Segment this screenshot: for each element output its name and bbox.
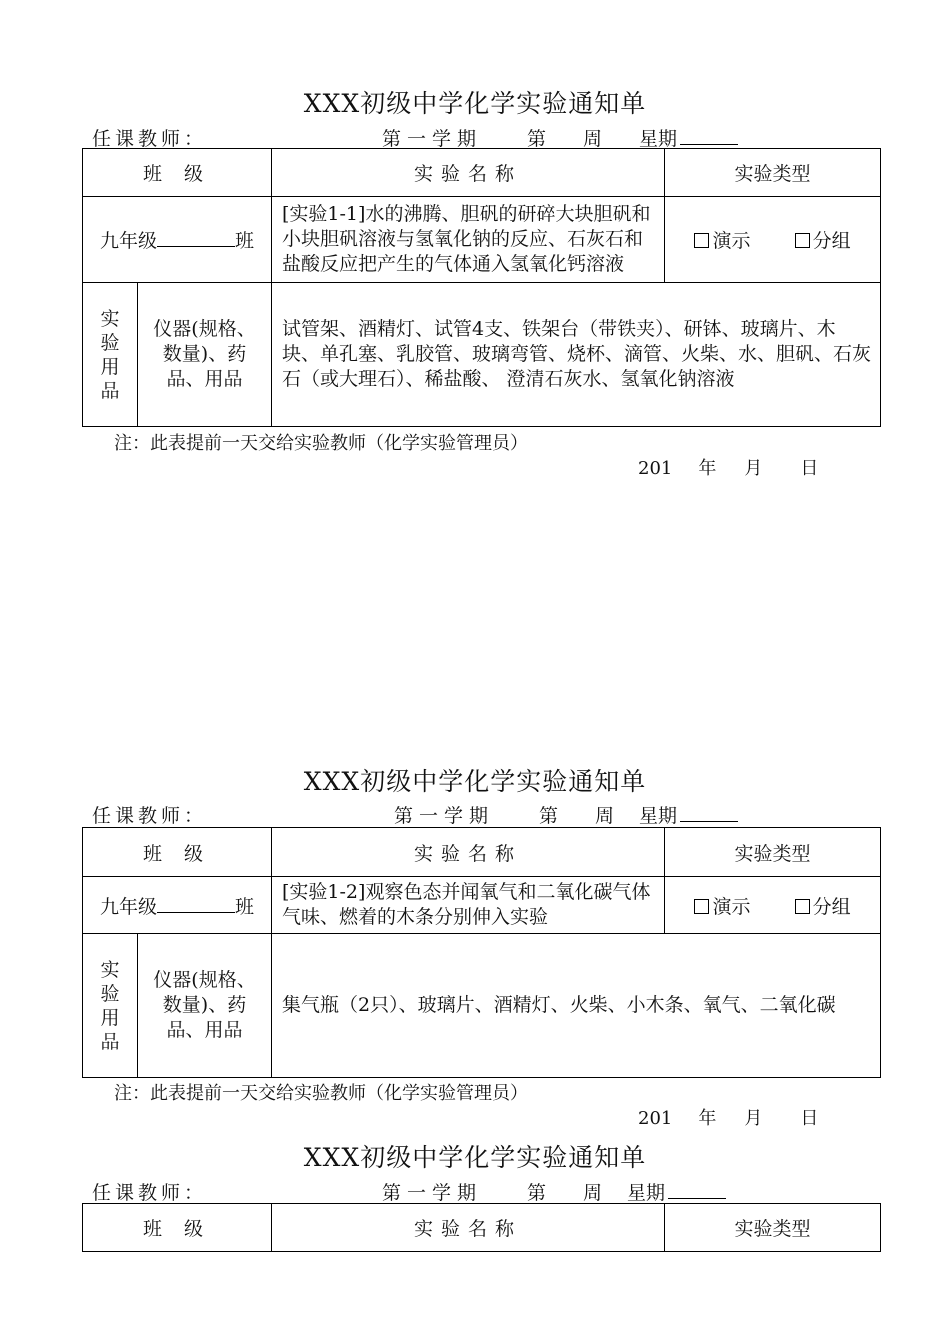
date-year-unit: 年 [698,458,717,479]
header-experiment-type: 实验类型 [665,1204,881,1252]
instruments-label: 仪器(规格、数量)、药品、用品 [153,969,256,1041]
weekday-blank[interactable] [680,144,738,145]
date-day-unit: 日 [800,458,819,479]
materials-list: 试管架、酒精灯、试管4支、铁架台（带铁夹）、研钵、玻璃片、木块、单孔塞、乳胶管、玻璃弯管、烧杯、滴管、火柴、水、胆矾、石灰石（或大理石）、稀盐酸、 澄清石灰水、氢氧化钠溶液 [272,283,881,427]
header-experiment-name: 实验名称 [272,828,665,877]
group-option[interactable] [795,230,851,252]
form-1-note: 注：此表提前一天交给实验教师（化学实验管理员） [114,433,528,454]
form-1-table [82,148,881,427]
header-experiment-type: 实验类型 [665,149,881,197]
experiment-type-cell [665,877,881,934]
teacher-label: 任课教师： [92,805,208,827]
week-suffix: 周 [595,805,615,827]
weekday-blank[interactable] [680,821,738,822]
form-1-info-row [0,124,950,150]
weekday-label: 星期 [639,128,678,150]
form-2-date [638,1104,818,1130]
semester-label: 第一学期 [394,805,495,827]
semester-label: 第一学期 [382,128,483,150]
group-label: 分组 [812,895,851,918]
materials-list: 集气瓶（2只）、玻璃片、酒精灯、火柴、小木条、氧气、二氧化碳 [272,934,881,1078]
form-2-title: XXX初级中学化学实验通知单 [303,767,647,796]
instruments-label-cell [138,934,272,1078]
teacher-label: 任课教师： [92,128,208,150]
header-experiment-name: 实验名称 [272,1204,665,1252]
supplies-label: 实验用品 [100,307,120,402]
week-label: 第 [527,128,547,150]
semester-label: 第一学期 [382,1182,483,1204]
week-suffix: 周 [583,128,603,150]
instruments-label-cell [138,283,272,427]
experiment-name: [实验1-2]观察色态并闻氧气和二氧化碳气体气味、燃着的木条分别伸入实验 [272,877,665,934]
form-2-info-row [0,801,950,827]
class-prefix: 九年级 [99,230,157,252]
week-label: 第 [527,1182,547,1204]
form-2-table [82,827,881,1078]
instruments-label: 仪器(规格、数量)、药品、用品 [153,318,256,390]
demo-checkbox[interactable] [694,899,709,914]
week-suffix: 周 [583,1182,603,1204]
supplies-label-cell [83,934,138,1078]
form-2-note: 注：此表提前一天交给实验教师（化学实验管理员） [114,1083,528,1104]
class-blank[interactable] [157,912,235,913]
class-prefix: 九年级 [99,895,157,918]
teacher-label: 任课教师： [92,1182,208,1204]
date-year: 201 [638,1108,673,1129]
demo-label: 演示 [712,230,751,252]
demo-label: 演示 [712,895,751,918]
weekday-label: 星期 [627,1182,666,1204]
form-3-title: XXX初级中学化学实验通知单 [303,1143,647,1172]
header-class: 班 级 [83,1204,272,1252]
form-1-date [638,454,818,480]
form-3-table [82,1203,881,1252]
class-suffix: 班 [235,895,255,918]
class-cell [83,877,272,934]
date-year-unit: 年 [698,1108,717,1129]
demo-option[interactable] [694,896,750,918]
class-cell [83,197,272,283]
date-year: 201 [638,458,673,479]
weekday-label: 星期 [639,805,678,827]
date-month-unit: 月 [744,458,763,479]
group-checkbox[interactable] [795,233,810,248]
weekday-blank[interactable] [668,1198,726,1199]
experiment-name: [实验1-1]水的沸腾、胆矾的研碎大块胆矾和小块胆矾溶液与氢氧化钠的反应、石灰石和盐酸反应把产生的气体通入氢氧化钙溶液 [272,197,665,283]
supplies-label: 实验用品 [100,958,120,1053]
header-class: 班 级 [83,828,272,877]
group-label: 分组 [812,230,851,252]
demo-checkbox[interactable] [694,233,709,248]
header-experiment-name: 实验名称 [272,149,665,197]
group-option[interactable] [795,896,851,918]
class-suffix: 班 [235,230,255,252]
date-month-unit: 月 [744,1108,763,1129]
demo-option[interactable] [694,230,750,252]
form-3-info-row [0,1178,950,1204]
experiment-type-cell [665,197,881,283]
header-class: 班 级 [83,149,272,197]
date-day-unit: 日 [800,1108,819,1129]
supplies-label-cell [83,283,138,427]
group-checkbox[interactable] [795,899,810,914]
form-1-title: XXX初级中学化学实验通知单 [303,89,647,118]
class-blank[interactable] [157,246,235,247]
header-experiment-type: 实验类型 [665,828,881,877]
week-label: 第 [539,805,559,827]
